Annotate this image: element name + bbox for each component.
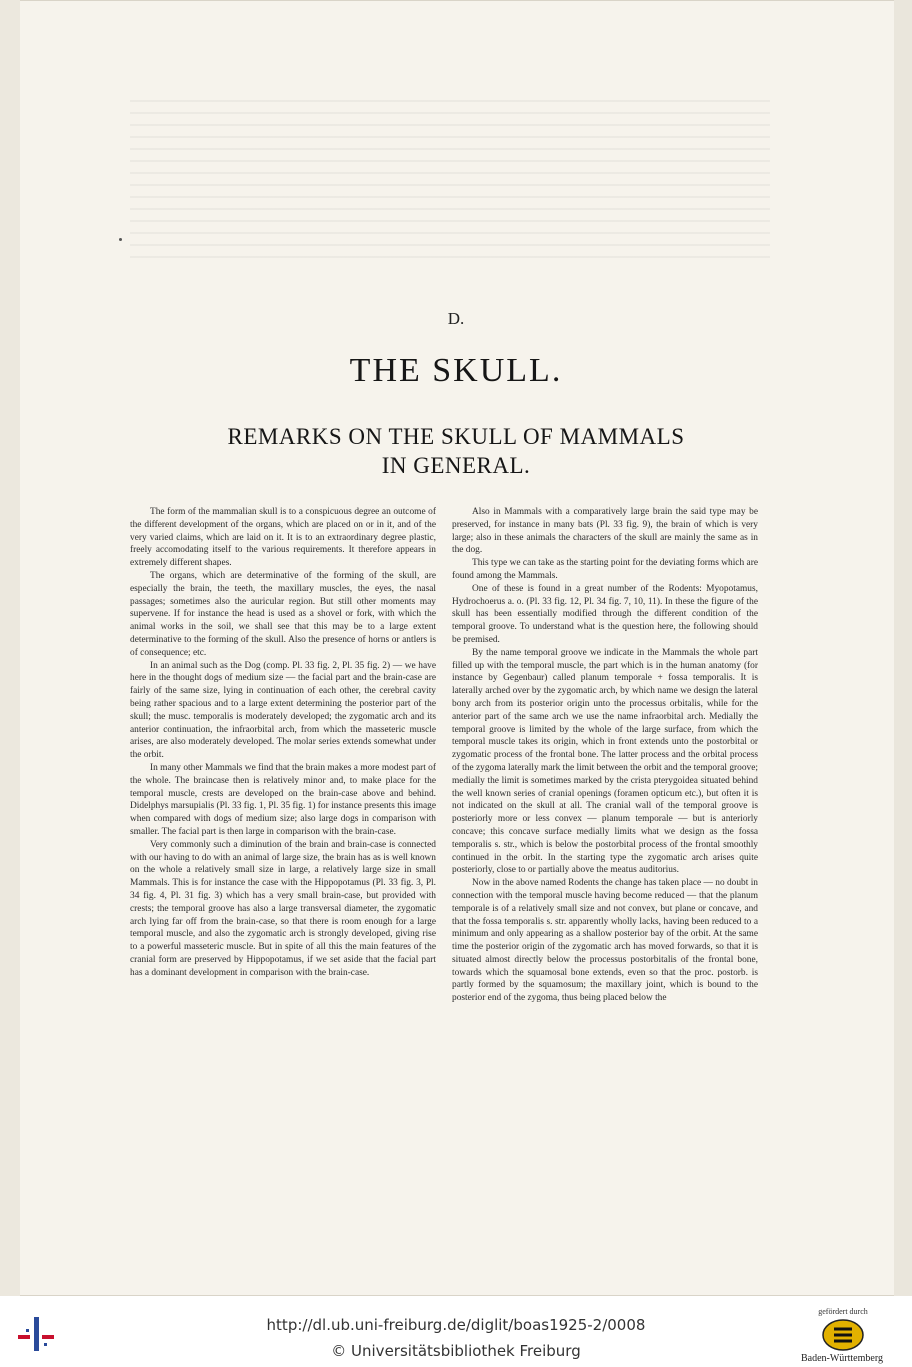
page-speck [119,238,122,241]
baden-wuerttemberg-crest-icon[interactable] [821,1318,865,1352]
subtitle-line-2: IN GENERAL. [381,453,531,478]
paragraph: One of these is found in a great number of the Rodents: Myopotamus, Hydrochoerus a. o. (Pl. 33 fig. 12, Pl. 34 fig. 7, 10, 11). In these the figure of the skull has been essentially modified through the different condition of the temporal groove. To understand what is the question here, the following should be premised. [452,583,758,645]
copyright-notice: © Universitätsbibliothek Freiburg [331,1342,581,1360]
page-edge-right [894,0,912,1296]
paragraph: The organs, which are determinative of the forming of the skull, are especially the brain, the teeth, the maxillary muscles, the eyes, the nasal passages; sometimes also the auricular region. But still other moments may supervene. If for instance the head is used as a shovel or fork, with which the animal works in the soil, we shall see that this may be to a large extent determinative to the forming of the skull. Also the presence of horns or antlers is of consequence; etc. [130,570,436,658]
paragraph: Also in Mammals with a comparatively large brain the said type may be preserved, for instance in many bats (Pl. 33 fig. 9), the brain of which is very large; also in these animals the characters of the skull are mainly the same as in the dog. [452,507,758,556]
section-letter: D. [447,309,465,328]
paragraph: In many other Mammals we find that the brain makes a more modest part of the whole. The braincase then is relatively minor and, to make place for the temporal muscle, crests are developed on the brain-case above and behind. Didelphys marsupialis (Pl. 33 fig. 1, Pl. 35 fig. 1) for instance presents this image when compared with dogs of medium size; also large dogs in comparison with smaller. The facial part is then large in comparison with the brain-case. [130,762,436,837]
right-text-column [452,506,758,1005]
show-through-text [130,100,770,260]
section-subtitle [170,422,742,480]
ub-freiburg-logo-icon[interactable] [12,1309,60,1357]
paragraph: Now in the above named Rodents the change has taken place — no doubt in connection with the temporal muscle having become reduced — that the planum temporale is of a relatively small size and not convex, but plane or concave, and that the fossa temporalis s. str. apparently wholly lacks, having been reduced to a minimum and only appearing as a shallow posterior bay of the orbit. At the same time the posterior origin of the zygomatic arch has moved forwards, so that it is situated almost directly below the processus postorbitalis of the frontal bone, towards which the squamosal bone extends, even so that the proc. postorb. is partly formed by the squamosum; the maxillary joint, which is bound to the posterior end of the zygoma, thus being placed below the [452,878,758,1004]
left-text-column [130,506,436,979]
paragraph: In an animal such as the Dog (comp. Pl. 33 fig. 2, Pl. 35 fig. 2) — we have here in the thought dogs of medium size — the facial part and the brain-case are fairly of the same size, lying in continuation of each other, the cerebral cavity being rather spacious and to a large extent determining the posterior part of the skull; the musc. temporalis is moderately developed; the zygomatic arch and its anterior continuation, the infraorbital arch, from which the masseteric muscle arises, are also moderately developed. The molar series extends somewhat under the orbit. [130,660,436,761]
paragraph: Very commonly such a diminution of the brain and brain-case is connected with our having to do with an animal of large size, the brain has as is well known on the whole a relatively small size in large, a relatively large size in small Mammals. This is for instance the case with the Hippopotamus (Pl. 33 fig. 3, Pl. 34 fig. 4, Pl. 31 fig. 3) which has a very small brain-case, but provided with crests; the temporal groove has also a large transversal diameter, the zygomatic arch lying far off from the brain-case, so that there is room enough for a large temporal muscle, and also the zygomatic arch is strongly developed, giving rise to a powerful masseteric muscle. But in spite of all this the main features of the cranial form are preserved by Hippopotamus, if we set aside that the facial part has a dominant development in comparison with the brain-case. [130,839,436,978]
sponsor-name: Baden-Württemberg [800,1353,883,1364]
permalink-url[interactable]: http://dl.ub.uni-freiburg.de/diglit/boas1925-2/0008 [266,1316,646,1334]
page-edge-left [0,0,20,1296]
paragraph: By the name temporal groove we indicate in the Mammals the whole part filled up with the temporal muscle, the part which is in the human anatomy (for instance by Gegenbaur) called planum temporale + fossa temporalis. It is laterally arched over by the zygomatic arch, by which name we design the lateral bony arch from its posterior origin unto the processus orbitalis, while for the anterior part of the same arch we use the name infraorbital arch. Medially the temporal groove is limited by the whole of the large surface, from which the temporal muscle takes its origin, which in front extends unto the postorbital or zygomatic process of the frontal bone. The latter process and the orbital process of the zygoma laterally mark the limit between the orbit and the temporal groove; medially the limit is sometimes marked by the crista pterygoidea situated behind the well known series of cranial openings (foramen opticum etc.), but often it is not indicated on the skull at all. The cranial wall of the temporal groove is posteriorly more or less convex — planum temporale — but is anteriorly concave; this concave surface medially limits what we design as the fossa temporalis s. str., which is below the postorbital process of the frontal smoothly continued in the orbit. In the starting type the zygomatic arch arises quite posteriorly, close to or partially above the meatus auditorius. [452,647,758,876]
paragraph: This type we can take as the starting point for the deviating forms which are found among the Mammals. [452,558,758,581]
paragraph: The form of the mammalian skull is to a conspicuous degree an outcome of the different development of the organs, which are placed on or in it, and of the very varied claims, which are laid on it. It is to an extraordinary degree plastic, freely accomodating itself to the various requirements. It therefore appears in extremely different shapes. [130,507,436,569]
sponsor-label: gefördert durch [818,1307,868,1316]
chapter-title: THE SKULL. [349,352,563,389]
subtitle-line-1: REMARKS ON THE SKULL OF MAMMALS [227,424,685,449]
